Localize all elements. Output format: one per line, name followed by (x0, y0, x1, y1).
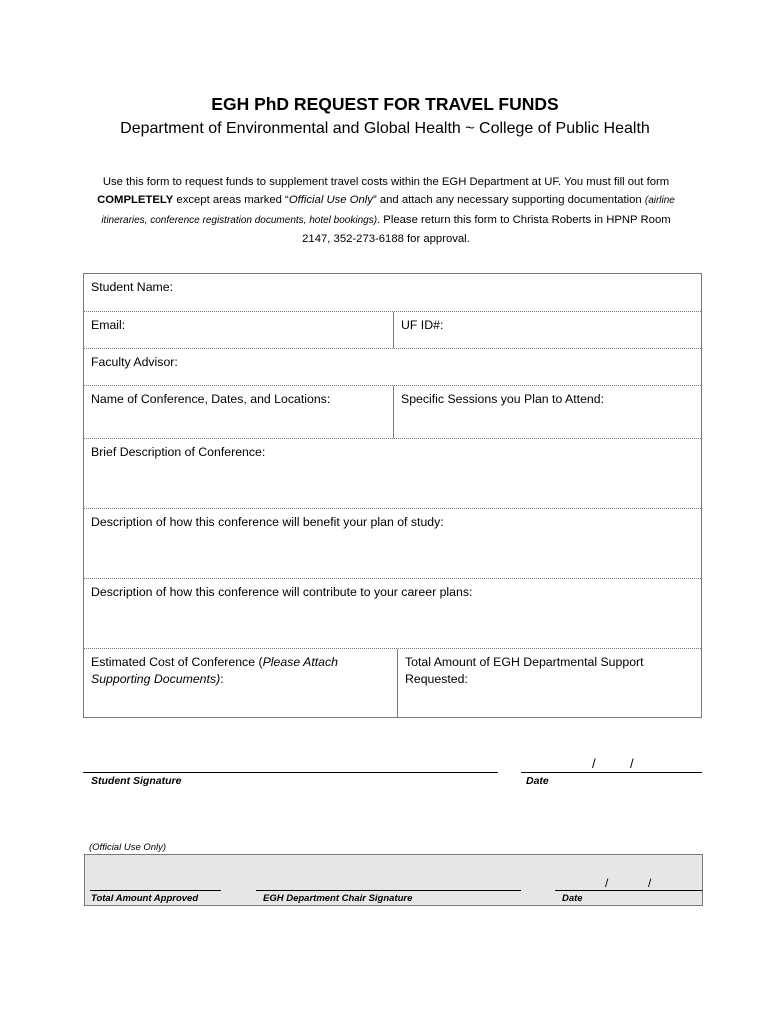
instructions-airline-note: (airline itineraries, conference registration documents, hotel bookings) (101, 195, 675, 226)
row-faculty-advisor (84, 348, 701, 385)
student-name-label: Student Name: (91, 280, 174, 294)
official-date-separator-2: / (648, 876, 652, 890)
specific-sessions-label: Specific Sessions you Plan to Attend: (401, 392, 605, 406)
instructions-official-use: Official Use Only (288, 194, 373, 207)
official-date-line[interactable] (555, 890, 702, 891)
row-benefit-plan (84, 508, 701, 578)
estimated-cost-label-b: Please Attach Supporting Documents) (91, 655, 338, 686)
estimated-cost-field[interactable] (84, 649, 397, 717)
student-signature-line[interactable] (83, 772, 498, 773)
official-use-note: (Official Use Only) (89, 842, 167, 853)
conference-name-field[interactable] (84, 386, 393, 438)
faculty-advisor-label: Faculty Advisor: (91, 355, 178, 369)
row-conference (84, 385, 701, 438)
student-signature-label: Student Signature (91, 775, 182, 787)
student-name-field[interactable] (84, 274, 701, 311)
instructions-completely: COMPLETELY (97, 194, 174, 207)
instructions-text-3: ” and attach any necessary supporting documentation (372, 194, 645, 207)
career-plans-label: Description of how this conference will contribute to your career plans: (91, 585, 473, 599)
benefit-plan-label: Description of how this conference will benefit your plan of study: (91, 515, 444, 529)
instructions-text-1: Use this form to request funds to supplement travel costs within the EGH Department at UF. You must fill out form (102, 176, 670, 188)
estimated-cost-label-c: : (220, 672, 224, 686)
official-date-label: Date (562, 893, 583, 904)
total-support-field[interactable] (397, 649, 701, 717)
instructions-text-2: except areas marked “ (173, 194, 289, 207)
total-approved-label: Total Amount Approved (91, 893, 199, 904)
date-label: Date (526, 775, 549, 787)
chair-signature-line[interactable] (256, 890, 521, 891)
faculty-advisor-field[interactable] (84, 349, 701, 385)
specific-sessions-field[interactable] (393, 386, 701, 438)
date-line[interactable] (521, 772, 702, 773)
official-date-separator-1: / (605, 876, 609, 890)
row-costs (84, 648, 701, 717)
brief-description-field[interactable] (84, 439, 701, 508)
brief-description-label: Brief Description of Conference: (91, 445, 266, 459)
total-support-label: Total Amount of EGH Departmental Support Requested: (405, 655, 644, 686)
date-separator-2: / (630, 756, 634, 771)
instructions-text-4: . Please return this form to Christa Roberts in HPNP Room 2147, 352-273-6188 for approval. (302, 213, 671, 245)
row-brief-description (84, 438, 701, 508)
estimated-cost-label (91, 655, 338, 686)
date-separator-1: / (592, 756, 596, 771)
uf-id-label: UF ID#: (401, 318, 444, 332)
email-field[interactable] (84, 312, 393, 348)
estimated-cost-label-a: Estimated Cost of Conference ( (91, 655, 263, 669)
form-subtitle: Department of Environmental and Global Health ~ College of Public Health (120, 120, 650, 137)
career-plans-field[interactable] (84, 579, 701, 648)
benefit-plan-field[interactable] (84, 509, 701, 578)
official-use-box (84, 854, 703, 906)
instructions (88, 173, 684, 248)
row-career-plans (84, 578, 701, 648)
row-email (84, 311, 701, 348)
uf-id-field[interactable] (393, 312, 701, 348)
form-title: EGH PhD REQUEST FOR TRAVEL FUNDS (211, 94, 559, 114)
email-label: Email: (91, 318, 126, 332)
row-student-name (84, 274, 701, 311)
request-form-table (83, 273, 702, 718)
conference-name-label: Name of Conference, Dates, and Locations: (91, 392, 331, 406)
total-approved-line[interactable] (90, 890, 221, 891)
chair-signature-label: EGH Department Chair Signature (263, 893, 413, 904)
